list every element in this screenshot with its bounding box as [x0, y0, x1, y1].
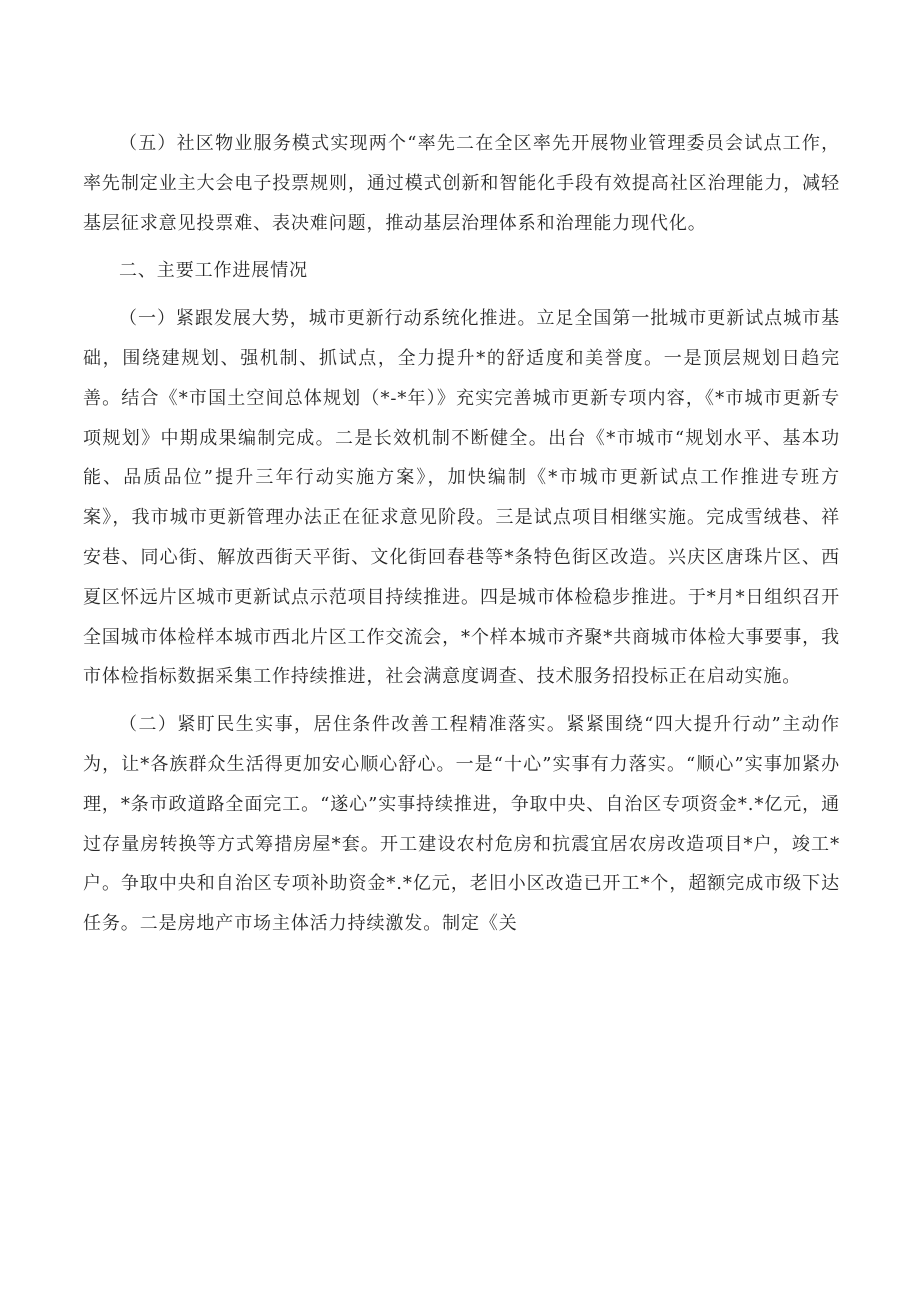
section-heading-main-progress: 二、主要工作进展情况: [119, 260, 308, 282]
paragraph-livelihood-projects: （二）紧盯民生实事，居住条件改善工程精准落实。紧紧围绕“四大提升行动”主动作为，让*各族群众生活得更加安心顺心舒心。一是“十心”实事有力落实。“顺心”实事加紧办理，*条市政道路全面完工。“遂心”实事持续推进，争取中央、自治区专项资金*.*亿元，通过存量房转换等方式筹措房屋*套。开工建设农村危房和抗震宜居农房改造项目*户，竣工*户。争取中央和自治区专项补助资金*.*亿元，老旧小区改造已开工*个，超额完成市级下达任务。二是房地产市场主体活力持续激发。制定《关: [83, 714, 840, 935]
paragraph-urban-renewal: （一）紧跟发展大势，城市更新行动系统化推进。立足全国第一批城市更新试点城市基础，围绕建规划、强机制、抓试点，全力提升*的舒适度和美誉度。一是顶层规划日趋完善。结合《*市国土空间总体规划（*-*年）》充实完善城市更新专项内容，《*市城市更新专项规划》中期成果编制完成。二是长效机制不断健全。出台《*市城市“规划水平、基本功能、品质品位”提升三年行动实施方案》，加快编制《*市城市更新试点工作推进专班方案》，我市城市更新管理办法正在征求意见阶段。三是试点项目相继实施。完成雪绒巷、祥安巷、同心街、解放西街天平街、文化街回春巷等*条特色街区改造。兴庆区唐珠片区、西夏区怀远片区城市更新试点示范项目持续推进。四是城市体检稳步推进。于*月*日组织召开全国城市体检样本城市西北片区工作交流会，*个样本城市齐聚*共商城市体检大事要事，我市体检指标数据采集工作持续推进，社会满意度调查、技术服务招投标正在启动实施。: [83, 308, 840, 688]
paragraph-item-5: （五）社区物业服务模式实现两个“率先二在全区率先开展物业管理委员会试点工作，率先制定业主大会电子投票规则，通过模式创新和智能化手段有效提高社区治理能力，减轻基层征求意见投票难、表决难问题，推动基层治理体系和治理能力现代化。: [83, 133, 840, 234]
document-body: [83, 124, 840, 944]
